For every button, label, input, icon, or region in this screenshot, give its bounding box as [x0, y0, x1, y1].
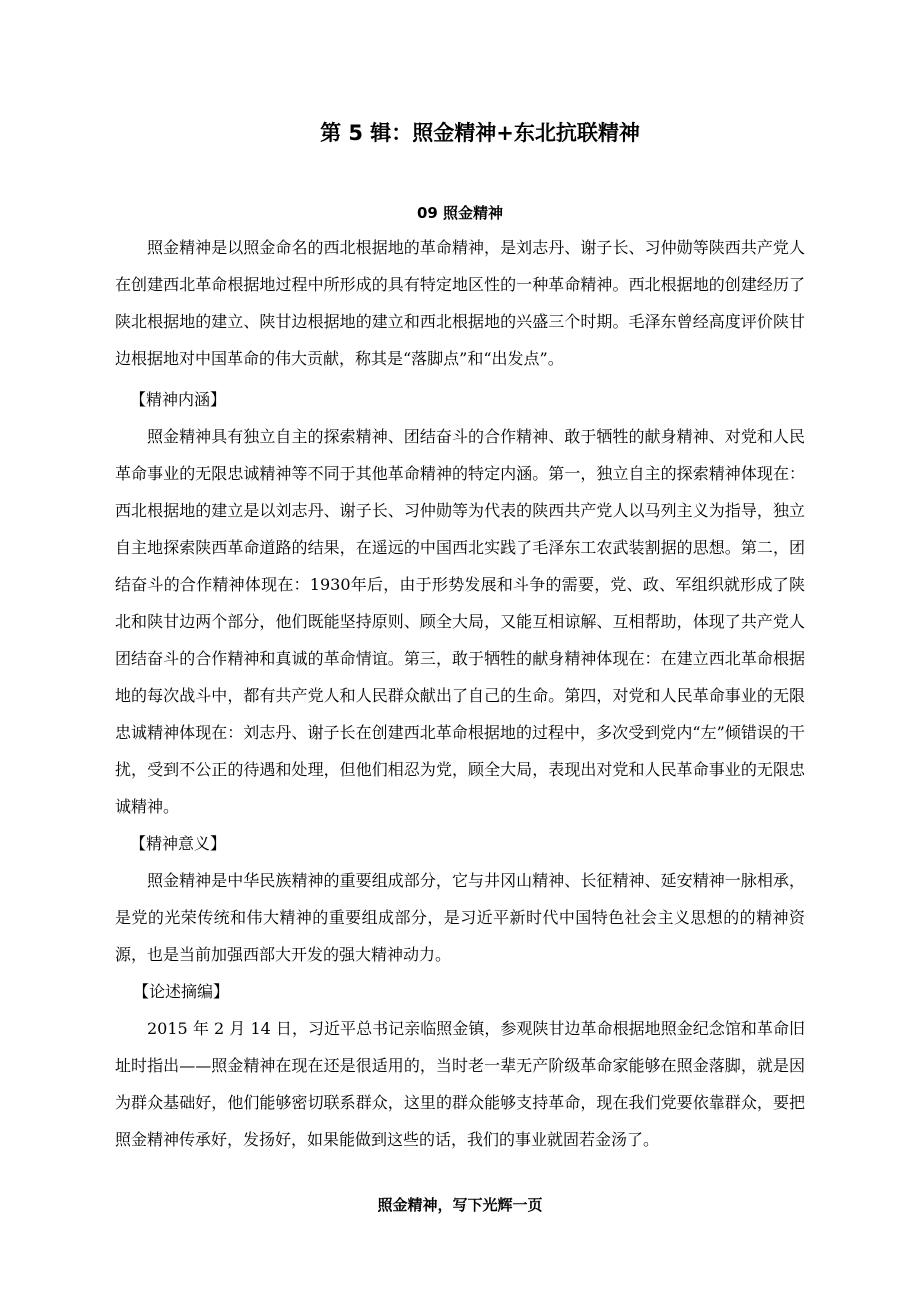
quotes-paragraph: [115, 1010, 805, 1158]
significance-heading: 【精神意义】: [130, 834, 227, 853]
connotation-paragraph: [115, 418, 805, 825]
quotes-text: 2015 年 2 月 14 日，习近平总书记亲临照金镇，参观陕甘边革命根据地照金纪念馆和革命旧址时指出——照金精神在现在还是很适用的，当时老一辈无产阶级革命家能够在照金落脚，就是因为群众基础好，他们能够密切联系群众，这里的群众能够支持革命，现在我们党要依靠群众，要把照金精神传承好，发扬好，如果能做到这些的话，我们的事业就固若金汤了。: [115, 1019, 805, 1149]
connotation-text: 照金精神具有独立自主的探索精神、团结奋斗的合作精神、敢于牺牲的献身精神、对党和人民革命事业的无限忠诚精神等不同于其他革命精神的特定内涵。第一，独立自主的探索精神体现在：西北根据地的建立是以刘志丹、谢子长、习仲勋等为代表的陕西共产党人以马列主义为指导，独立自主地探索陕西革命道路的结果，在遥远的中国西北实践了毛泽东工农武装割据的思想。第二，团结奋斗的合作精神体现在：1930年后，由于形势发展和斗争的需要，党、政、军组织就形成了陕北和陕甘边两个部分，他们既能坚持原则、顾全大局，又能互相谅解、互相帮助，体现了共产党人团结奋斗的合作精神和真诚的革命情谊。第三，敢于牺牲的献身精神体现在：在建立西北革命根据地的每次战斗中，都有共产党人和人民群众献出了自己的生命。第四，对党和人民革命事业的无限忠诚精神体现在：刘志丹、谢子长在创建西北革命根据地的过程中，多次受到党内“左”倾错误的干扰，受到不公正的待遇和处理，但他们相忍为党，顾全大局，表现出对党和人民革命事业的无限忠诚精神。: [115, 427, 805, 816]
significance-text: 照金精神是中华民族精神的重要组成部分，它与井冈山精神、长征精神、延安精神一脉相承，是党的光荣传统和伟大精神的重要组成部分，是习近平新时代中国特色社会主义思想的的精神资源，也是当前加强西部大开发的强大精神动力。: [115, 871, 805, 964]
quotes-heading: 【论述摘编】: [133, 982, 230, 1001]
intro-paragraph: [115, 229, 805, 377]
document-title: 第 5 辑：照金精神+东北抗联精神: [320, 121, 640, 145]
intro-text: 照金精神是以照金命名的西北根据地的革命精神，是刘志丹、谢子长、习仲勋等陕西共产党人在创建西北革命根据地过程中所形成的具有特定地区性的一种革命精神。西北根据地的创建经历了陕北根据地的建立、陕甘边根据地的建立和西北根据地的兴盛三个时期。毛泽东曾经高度评价陕甘边根据地对中国革命的伟大贡献，称其是“落脚点”和“出发点”。: [115, 238, 805, 368]
connotation-heading: 【精神内涵】: [130, 390, 227, 409]
closing-title: 照金精神，写下光辉一页: [377, 1196, 543, 1214]
section-title: 09 照金精神: [416, 204, 504, 222]
significance-paragraph: [115, 862, 805, 973]
